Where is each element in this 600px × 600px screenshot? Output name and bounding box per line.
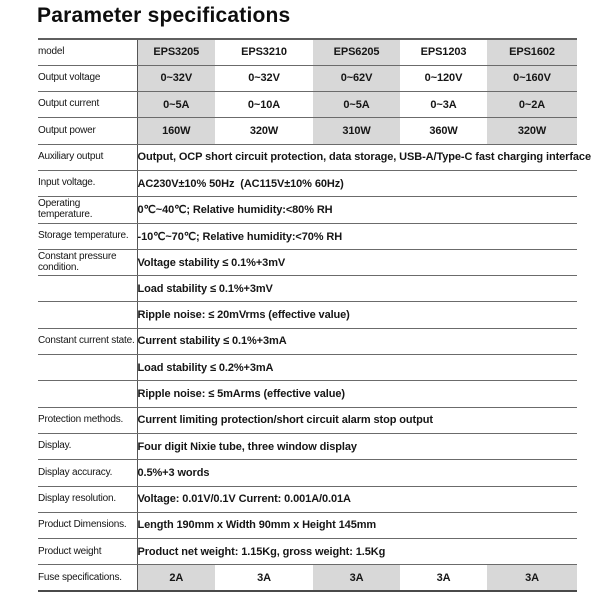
table-row-input-voltage xyxy=(38,170,577,196)
spec-value: 320W xyxy=(215,118,313,144)
spec-text: Ripple noise: ≤ 20mVrms (effective value) xyxy=(137,302,577,328)
table-row-output-current xyxy=(38,92,577,118)
spec-text: Voltage: 0.01V/0.1V Current: 0.001A/0.01A xyxy=(137,486,577,512)
table-row-output-power xyxy=(38,118,577,144)
fuse-value: 3A xyxy=(400,565,487,591)
model-cell: EPS3210 xyxy=(215,39,313,65)
fuse-value: 3A xyxy=(487,565,577,591)
table-row-fuse-specifications xyxy=(38,565,577,591)
page-title: Parameter specifications xyxy=(37,4,291,27)
spec-text: Four digit Nixie tube, three window display xyxy=(137,433,577,459)
table-row-display xyxy=(38,433,577,459)
fuse-value: 3A xyxy=(215,565,313,591)
spec-label: Storage temperature. xyxy=(38,223,137,249)
table-row-model xyxy=(38,39,577,65)
spec-label: Input voltage. xyxy=(38,170,137,196)
spec-text: Length 190mm x Width 90mm x Height 145mm xyxy=(137,512,577,538)
spec-label: Product Dimensions. xyxy=(38,512,137,538)
spec-label: Display resolution. xyxy=(38,486,137,512)
spec-text: Load stability ≤ 0.1%+3mV xyxy=(137,276,577,302)
spec-label: Display accuracy. xyxy=(38,460,137,486)
spec-text: 0.5%+3 words xyxy=(137,460,577,486)
model-cell: EPS1203 xyxy=(400,39,487,65)
specification-table xyxy=(38,38,591,592)
spec-label: Output voltage xyxy=(38,65,137,91)
table-row-auxiliary-output xyxy=(38,144,577,170)
spec-text: -10℃~70℃; Relative humidity:<70% RH xyxy=(137,223,577,249)
table-row xyxy=(38,381,577,407)
spec-value: 0~10A xyxy=(215,92,313,118)
table-row xyxy=(38,302,577,328)
spec-value: 0~3A xyxy=(400,92,487,118)
spec-value: 160W xyxy=(137,118,215,144)
spec-text: Current stability ≤ 0.1%+3mA xyxy=(137,328,577,354)
model-cell: EPS6205 xyxy=(313,39,400,65)
spec-text: Current limiting protection/short circuit alarm stop output xyxy=(137,407,577,433)
spec-value: 0~160V xyxy=(487,65,577,91)
spec-label: model xyxy=(38,39,137,65)
spec-label xyxy=(38,276,137,302)
model-cell: EPS1602 xyxy=(487,39,577,65)
spec-label: Operating temperature. xyxy=(38,197,137,223)
table-row xyxy=(38,355,577,381)
spec-label xyxy=(38,302,137,328)
fuse-value: 2A xyxy=(137,565,215,591)
spec-value: 0~5A xyxy=(137,92,215,118)
spec-label xyxy=(38,355,137,381)
table-row-storage-temperature xyxy=(38,223,577,249)
spec-label: Product weight xyxy=(38,539,137,565)
spec-label: Output current xyxy=(38,92,137,118)
table-row-constant-pressure xyxy=(38,249,577,275)
model-cell: EPS3205 xyxy=(137,39,215,65)
spec-value: 0~2A xyxy=(487,92,577,118)
spec-text: Product net weight: 1.15Kg, gross weight: 1.5Kg xyxy=(137,539,577,565)
spec-label: Output power xyxy=(38,118,137,144)
spec-label: Constant current state. xyxy=(38,328,137,354)
spec-text: Voltage stability ≤ 0.1%+3mV xyxy=(137,249,577,275)
table-row-protection-methods xyxy=(38,407,577,433)
table-row-product-weight xyxy=(38,539,577,565)
spec-value: 0~32V xyxy=(137,65,215,91)
spec-label: Display. xyxy=(38,433,137,459)
spec-text: 0℃~40℃; Relative humidity:<80% RH xyxy=(137,197,577,223)
table-row-output-voltage xyxy=(38,65,577,91)
table-row-product-dimensions xyxy=(38,512,577,538)
spec-value: 0~5A xyxy=(313,92,400,118)
spec-text: Output, OCP short circuit protection, data storage, USB-A/Type-C fast charging interface xyxy=(137,144,577,170)
spec-text: Ripple noise: ≤ 5mArms (effective value) xyxy=(137,381,577,407)
spec-label: Auxiliary output xyxy=(38,144,137,170)
table-row xyxy=(38,276,577,302)
spec-value: 0~120V xyxy=(400,65,487,91)
spec-label: Constant pressure condition. xyxy=(38,249,137,275)
table-row-display-resolution xyxy=(38,486,577,512)
spec-text: Load stability ≤ 0.2%+3mA xyxy=(137,355,577,381)
spec-value: 360W xyxy=(400,118,487,144)
table-row-operating-temperature xyxy=(38,197,577,223)
spec-value: 310W xyxy=(313,118,400,144)
table-row-display-accuracy xyxy=(38,460,577,486)
spec-value: 320W xyxy=(487,118,577,144)
spec-label: Protection methods. xyxy=(38,407,137,433)
spec-label xyxy=(38,381,137,407)
fuse-value: 3A xyxy=(313,565,400,591)
spec-label: Fuse specifications. xyxy=(38,565,137,591)
spec-value: 0~32V xyxy=(215,65,313,91)
table-row-constant-current xyxy=(38,328,577,354)
spec-text: AC230V±10% 50Hz (AC115V±10% 60Hz) xyxy=(137,170,577,196)
spec-value: 0~62V xyxy=(313,65,400,91)
